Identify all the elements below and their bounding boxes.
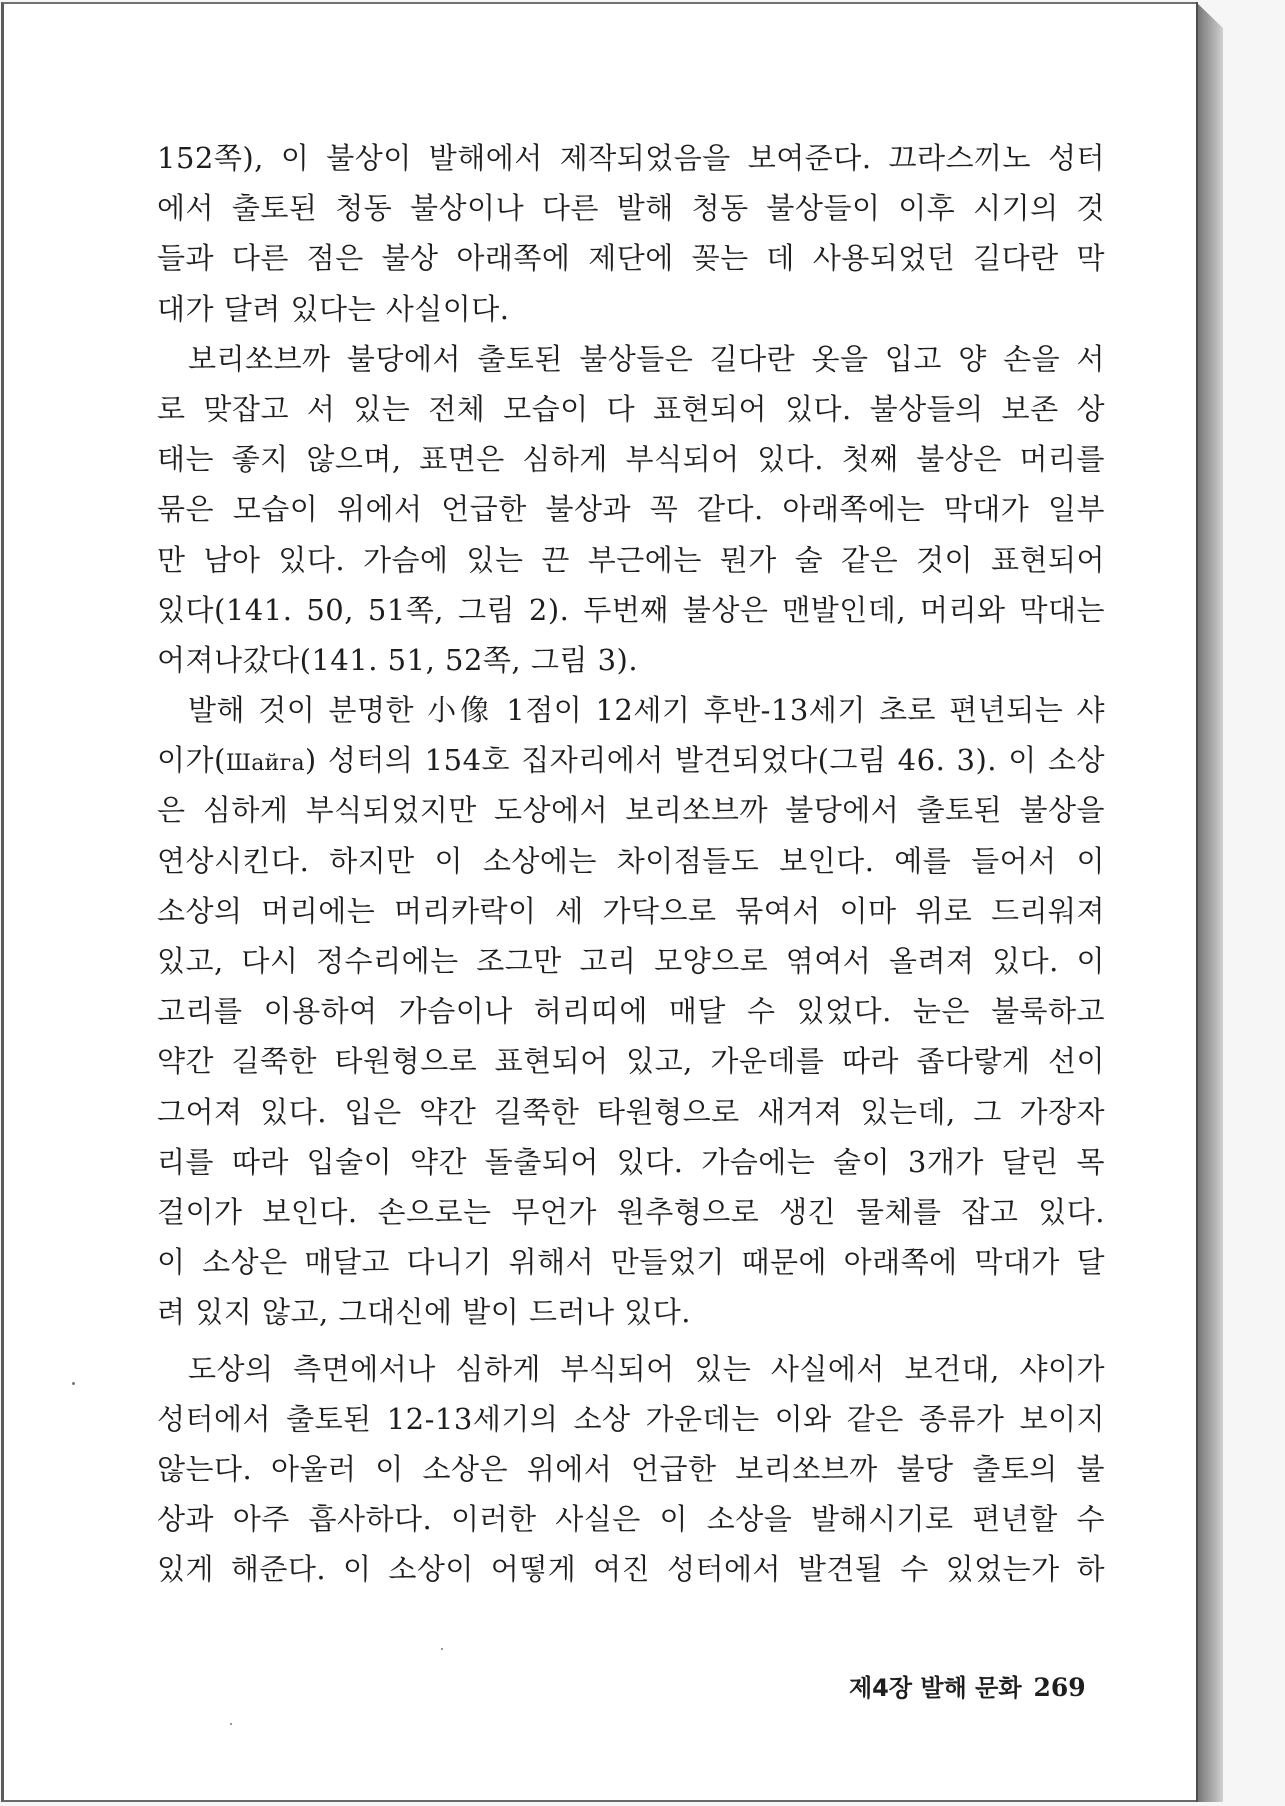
- scan-speck: [230, 1723, 232, 1725]
- text-line: 로 맞잡고 서 있는 전체 모습이 다 표현되어 있다. 불상들의 보존 상: [157, 391, 1105, 426]
- text-line: 있게 해준다. 이 소상이 어떻게 여진 성터에서 발견될 수 있었는가 하: [157, 1552, 1105, 1587]
- paragraph: [157, 685, 1105, 1337]
- text-line: 그어져 있다. 입은 약간 길쭉한 타원형으로 새겨져 있는데, 그 가장자: [157, 1094, 1105, 1129]
- text-line: 발해 것이 분명한 小像 1점이 12세기 후반-13세기 초로 편년되는 샤: [188, 693, 1105, 728]
- page-number: 269: [1033, 1673, 1086, 1702]
- text-line: 어져나갔다(141. 51, 52쪽, 그림 3).: [157, 642, 639, 677]
- text-line: 은 심하게 부식되었지만 도상에서 보리쏘브까 불당에서 출토된 불상을: [157, 793, 1105, 828]
- text-segment: 이가(: [157, 743, 226, 778]
- text-line: 152쪽), 이 불상이 발해에서 제작되었음을 보여준다. 끄라스끼노 성터: [157, 141, 1105, 175]
- text-segment: ) 성터의 154호 집자리에서 발견되었다(그림 46. 3). 이 소상: [304, 743, 1105, 778]
- text-line: 상과 아주 흡사하다. 이러한 사실은 이 소상을 발해시기로 편년할 수: [157, 1502, 1105, 1537]
- text-line: 태는 좋지 않으며, 표면은 심하게 부식되어 있다. 첫째 불상은 머리를: [157, 442, 1105, 477]
- text-line: 고리를 이용하여 가슴이나 허리띠에 매달 수 있었다. 눈은 불룩하고: [157, 994, 1105, 1029]
- text-line: 에서 출토된 청동 불상이나 다른 발해 청동 불상들이 이후 시기의 것: [157, 191, 1105, 226]
- paragraph: [157, 133, 1105, 334]
- page-stack-edge: [1196, 2, 1223, 1802]
- text-line: 않는다. 아울러 이 소상은 위에서 언급한 보리쏘브까 불당 출토의 불: [157, 1451, 1105, 1486]
- page-edge-line: [1196, 2, 1198, 1802]
- text-line: 만 남아 있다. 가슴에 있는 끈 부근에는 뭔가 술 같은 것이 표현되어: [157, 542, 1105, 577]
- text-line: 있다(141. 50, 51쪽, 그림 2). 두번째 불상은 맨발인데, 머리와 막대는: [157, 592, 1105, 627]
- text-line: 걸이가 보인다. 손으로는 무언가 원추형으로 생긴 물체를 잡고 있다.: [157, 1194, 1105, 1229]
- body-text: [157, 133, 1105, 1594]
- text-line: 약간 길쭉한 타원형으로 표현되어 있고, 가운데를 따라 좁다랗게 선이: [157, 1044, 1105, 1079]
- paragraph: [157, 334, 1105, 685]
- paragraph: [157, 1344, 1105, 1595]
- text-line: 려 있지 않고, 그대신에 발이 드러나 있다.: [157, 1295, 691, 1330]
- text-line: 소상의 머리에는 머리카락이 세 가닥으로 묶여서 이마 위로 드리워져: [157, 893, 1105, 928]
- text-line: [157, 735, 1105, 785]
- scan-speck: [72, 1382, 75, 1385]
- text-line: 이 소상은 매달고 다니기 위해서 만들었기 때문에 아래쪽에 막대가 달: [157, 1245, 1105, 1280]
- running-footer: [849, 1674, 1086, 1702]
- text-line: 리를 따라 입술이 약간 돌출되어 있다. 가슴에는 술이 3개가 달린 목: [157, 1144, 1105, 1179]
- chapter-title: 제4장 발해 문화: [849, 1674, 1022, 1702]
- scan-speck: [441, 1648, 443, 1650]
- text-line: 도상의 측면에서나 심하게 부식되어 있는 사실에서 보건대, 샤이가: [188, 1351, 1105, 1386]
- text-line: 있고, 다시 정수리에는 조그만 고리 모양으로 엮여서 올려져 있다. 이: [157, 944, 1105, 978]
- text-line: 묶은 모습이 위에서 언급한 불상과 꼭 같다. 아래쪽에는 막대가 일부: [157, 492, 1105, 527]
- russian-place-name: Шайга: [225, 751, 305, 777]
- text-line: 들과 다른 점은 불상 아래쪽에 제단에 꽂는 데 사용되었던 길다란 막: [157, 241, 1105, 276]
- text-line: 보리쏘브까 불당에서 출토된 불상들은 길다란 옷을 입고 양 손을 서: [188, 341, 1105, 376]
- text-line: 대가 달려 있다는 사실이다.: [157, 291, 510, 326]
- text-line: 연상시킨다. 하지만 이 소상에는 차이점들도 보인다. 예를 들어서 이: [157, 843, 1105, 878]
- text-line: 성터에서 출토된 12-13세기의 소상 가운데는 이와 같은 종류가 보이지: [157, 1401, 1105, 1436]
